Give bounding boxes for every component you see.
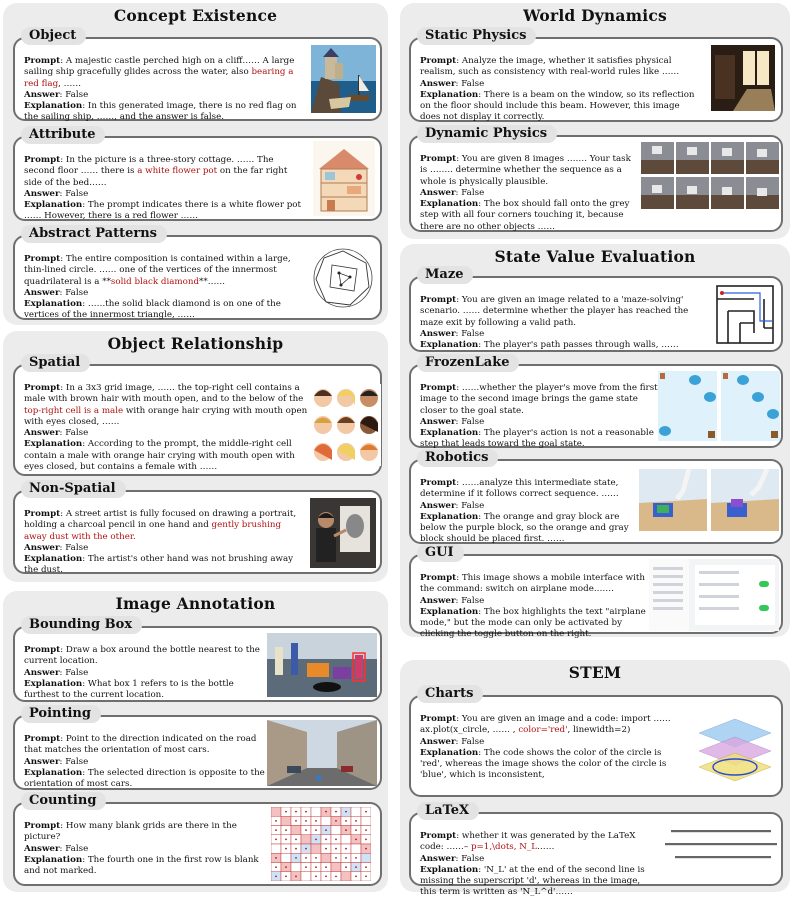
card-tab: Abstract Patterns: [21, 225, 167, 243]
latex-equation-image: [661, 824, 779, 872]
card-text: Prompt: Draw a box around the bottle nearest to the current location. Answer: False Explanation: What box 1 refers to is the bottle furthest to the current location.: [24, 645, 260, 701]
faces-grid-image: [311, 384, 381, 466]
section-object-relationship: [3, 331, 388, 582]
card-spatial: [13, 355, 382, 476]
card-non-spatial: [13, 481, 382, 576]
section-title: Image Annotation: [115, 594, 276, 613]
section-world-dynamics: [400, 3, 790, 239]
card-attribute: [13, 127, 382, 222]
counting-grid-image: [271, 807, 371, 881]
card-text: Prompt: Point to the direction indicated on the road that matches the orientation of most cars. Answer: False Explanation: The selected direction is opposite to the orientation of most cars.: [24, 734, 265, 790]
robot-arm-image: [639, 469, 779, 531]
card-text: Prompt: whether it was generated by the LaTeX code: ……– p=1,\dots, N_L…… Answer: False Explanation: 'N_L' at the end of the second line is missing the superscript 'd', whereas in the image, this term is written as 'N_L^d'……: [420, 831, 645, 898]
card-static-physics: [409, 28, 783, 123]
highlight: top-right cell is a male: [24, 405, 124, 416]
card-tab: Robotics: [417, 449, 498, 467]
card-bounding-box: [13, 617, 382, 702]
card-text: Prompt: ……analyze this intermediate state, determine if it follows correct sequence. …… Answer: False Explanation: The orange and gray block are below the purple block, so the orange and gray block should be placed first. ……: [420, 478, 629, 545]
card-text: Prompt: How many blank grids are there in the picture? Answer: False Explanation: The fourth one in the first row is blank and not marked.: [24, 821, 259, 877]
card-tab: Attribute: [21, 126, 105, 144]
card-tab: Dynamic Physics: [417, 125, 557, 143]
card-tab: Non-Spatial: [21, 480, 126, 498]
table-bottles-image: [267, 633, 377, 697]
card-tab: GUI: [417, 544, 464, 562]
card-text: Prompt: You are given 8 images ……. Your task is …….. determine whether the sequence as a whole is physically plausible. Answer: False Explanation: The box should fall onto the grey step with all four corners touching it, because there are no other objects ……: [420, 154, 631, 232]
highlight: bearing a red flag: [24, 67, 294, 89]
card-text: Prompt: The entire composition is contained within a large, thin-lined circle. …… one of the vertices of the innermost quadrilateral is a **solid black diamond**…… Answer: False Explanation: ……the solid black diamond is on one of the vertices of the innermost triangle, ……: [24, 254, 291, 321]
card-pointing: [13, 706, 382, 790]
section-image-annotation: [3, 591, 388, 892]
card-maze: [409, 267, 783, 352]
card-text: Prompt: You are given an image and a code: import …… ax.plot(x_circle, …… , color='red', linewidth=2) Answer: False Explanation: The code shows the color of the circle is 'red', whereas the image shows the color of the circle is 'blue', which is inconsistent,: [420, 714, 671, 781]
card-tab: Spatial: [21, 354, 90, 372]
highlight: a white flower pot: [137, 166, 218, 177]
street-artist-image: [310, 498, 376, 568]
card-tab: Maze: [417, 266, 473, 284]
highlight: gently brushing away dust with the other.: [24, 520, 282, 542]
card-tab: LaTeX: [417, 802, 479, 820]
card-counting: [13, 793, 382, 886]
card-object: [13, 28, 382, 123]
card-dynamic-physics: [409, 126, 783, 232]
settings-screen-image: [649, 559, 779, 631]
section-concept-existence: [3, 3, 388, 325]
card-latex: [409, 803, 783, 898]
card-frozenlake: [409, 355, 783, 450]
card-abstract-patterns: [13, 226, 382, 321]
section-stem: [400, 660, 790, 898]
physics-sequence-image: [641, 142, 779, 210]
card-tab: Charts: [417, 685, 483, 703]
card-text: Prompt: In the picture is a three-story cottage. …… The second floor …… there is a white flower pot on the far right side of the bed…… Answer: False Explanation: The prompt indicates there is a white flower pot …… However, there is a red flower ……: [24, 155, 302, 222]
card-tab: Counting: [21, 792, 106, 810]
card-text: Prompt: Analyze the image, whether it satisfies physical realism, such as consistency with real-world rules like …… Answer: False Explanation: There is a beam on the window, so its reflection on the floor should include this beam. However, this image does not display it correctly.: [420, 56, 695, 123]
card-text: Prompt: You are given an image related to a 'maze-solving' scenario. …… determine whether the player has reached the maze exit by following a valid path. Answer: False Explanation: The player's path passes through walls, ……: [420, 295, 689, 351]
castle-image: [311, 45, 376, 113]
section-title: State Value Evaluation: [494, 247, 696, 266]
card-text: Prompt: ……whether the player's move from the first image to the second image brings the game state closer to the goal state. Answer: False Explanation: The player's action is not a reasonable step that leads toward the goal state.: [420, 383, 658, 450]
card-tab: Static Physics: [417, 27, 536, 45]
cottage-image: [313, 141, 375, 216]
card-text: Prompt: In a 3x3 grid image, …… the top-right cell contains a male with brown hair with mouth open, and to the below of the top-right cell is a male with orange hair crying with mouth open with eyes closed, …… Answer: False Explanation: According to the prompt, the middle-right cell contain a male with orange hair crying with mouth open with eyes closed, but contains a female with ……: [24, 383, 308, 473]
section-title: World Dynamics: [523, 6, 667, 25]
section-title: STEM: [568, 663, 622, 682]
card-charts: [409, 686, 783, 797]
section-title: Concept Existence: [113, 6, 278, 25]
street-road-image: [267, 720, 377, 786]
card-tab: Bounding Box: [21, 616, 142, 634]
geometric-pattern-image: [310, 245, 376, 311]
frozenlake-image: [658, 371, 780, 441]
section-title: Object Relationship: [107, 334, 284, 353]
card-robotics: [409, 450, 783, 545]
highlight: solid black diamond: [110, 276, 200, 287]
maze-image: [714, 283, 776, 346]
card-gui: [409, 545, 783, 640]
card-text: Prompt: A street artist is fully focused on drawing a portrait, holding a charcoal pencil in one hand and gently brushing away dust with the other. Answer: False Explanation: The artist's other hand was not brushing away the dust.: [24, 509, 297, 576]
card-tab: Pointing: [21, 705, 101, 723]
section-state-value-evaluation: [400, 244, 790, 640]
highlight: p=1,\dots, N_L: [470, 842, 538, 853]
card-text: Prompt: This image shows a mobile interface with the command: switch on airplane mode.…… Answer: False Explanation: The box highlights the text "airplane mode," but the mode can only be activated by clicking the toggle button on the right.: [420, 573, 646, 640]
highlight: color='red': [518, 725, 568, 736]
3d-surface-plot-image: [691, 703, 779, 791]
card-tab: FrozenLake: [417, 354, 519, 372]
card-text: Prompt: A majestic castle perched high on a cliff…… A large sailing ship gracefully glides across the water, also bearing a red flag, …… Answer: False Explanation: In this generated image, there is no red flag on the sailing ship, ……, and the answer is false.: [24, 56, 297, 123]
card-tab: Object: [21, 27, 86, 45]
room-window-image: [711, 45, 775, 111]
